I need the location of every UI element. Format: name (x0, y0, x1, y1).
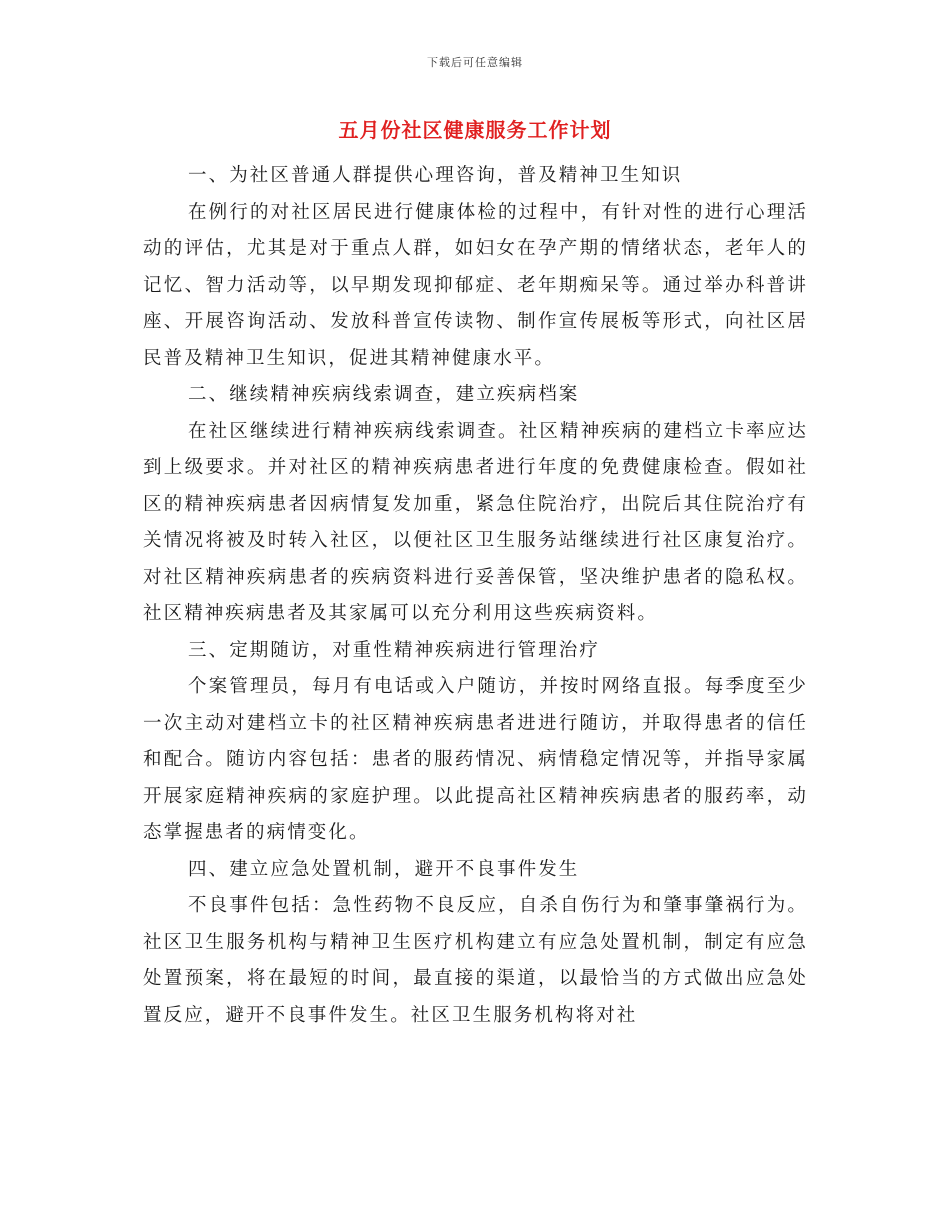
section-2-paragraph: 在社区继续进行精神疾病线索调查。社区精神疾病的建档立卡率应达到上级要求。并对社区的精神疾病患者进行年度的免费健康检查。假如社区的精神疾病患者因病情复发加重，紧急住院治疗，出院后其住院治疗有关情况将被及时转入社区，以便社区卫生服务站继续进行社区康复治疗。对社区精神疾病患者的疾病资料进行妥善保管，坚决维护患者的隐私权。社区精神疾病患者及其家属可以充分利用这些疾病资料。 (143, 420, 808, 624)
page-header-note: 下载后可任意编辑 (427, 56, 523, 69)
section-3-paragraph: 个案管理员，每月有电话或入户随访，并按时网络直报。每季度至少一次主动对建档立卡的社区精神疾病患者进进行随访，并取得患者的信任和配合。随访内容包括：患者的服药情况、病情稳定情况等，并指导家属开展家庭精神疾病的家庭护理。以此提高社区精神疾病患者的服药率，动态掌握患者的病情变化。 (143, 676, 808, 843)
section-2-heading: 二、继续精神疾病线索调查，建立疾病档案 (188, 384, 580, 405)
document-body (143, 158, 808, 1034)
section-3-heading: 三、定期随访，对重性精神疾病进行管理治疗 (188, 639, 601, 661)
section-1-heading: 一、为社区普通人群提供心理咨询，普及精神卫生知识 (188, 165, 683, 186)
section-1-paragraph: 在例行的对社区居民进行健康体检的过程中，有针对性的进行心理活动的评估，尤其是对于重点人群，如妇女在孕产期的情绪状态，老年人的记忆、智力活动等，以早期发现抑郁症、老年期痴呆等。通过举办科普讲座、开展咨询活动、发放科普宣传读物、制作宣传展板等形式，向社区居民普及精神卫生知识，促进其精神健康水平。 (143, 201, 808, 369)
section-4-heading: 四、建立应急处置机制，避开不良事件发生 (188, 858, 580, 880)
section-4-paragraph: 不良事件包括：急性药物不良反应，自杀自伤行为和肇事肇祸行为。社区卫生服务机构与精神卫生医疗机构建立有应急处置机制，制定有应急处置预案，将在最短的时间，最直接的渠道，以最恰当的方式做出应急处置反应，避开不良事件发生。社区卫生服务机构将对社 (143, 895, 808, 1026)
document-title: 五月份社区健康服务工作计划 (338, 118, 612, 142)
